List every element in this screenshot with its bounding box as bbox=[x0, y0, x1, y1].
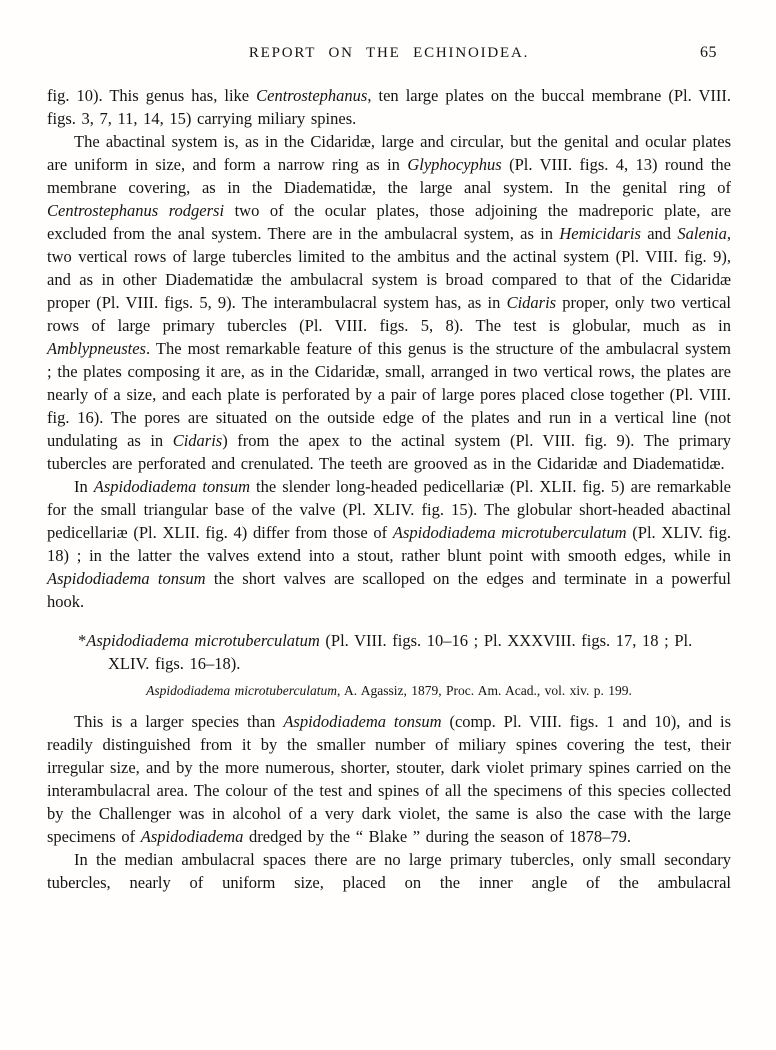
paragraph bbox=[47, 475, 731, 613]
text-segment: . The most remarkable feature of this genus is the structure of the ambulacral system ; the plates composing it are, as in the Cidaridæ, small, arranged in two vertical rows, the plates are nearly of a size, and each plate is perforated by a pair of large pores placed close together (Pl. VIII. fig. 16). The pores are situated on the outside edge of the plates and run in a vertical line (not undulating as in bbox=[47, 339, 731, 450]
italic-text-segment: Salenia bbox=[677, 224, 727, 243]
italic-text-segment: Hemicidaris bbox=[559, 224, 641, 243]
text-segment: two of the ocular plates, those adjoining the madreporic plate, are excluded from the anal system. There are in the ambulacral system, as in bbox=[47, 201, 732, 243]
text-segment: This is a larger species than bbox=[74, 712, 284, 731]
text-segment: dredged by the “ Blake ” during the season of 1878–79. bbox=[243, 827, 632, 846]
page-header bbox=[47, 44, 731, 62]
text-segment: the short valves are scalloped on the edges and terminate in a powerful hook. bbox=[47, 569, 731, 611]
synonymy-citation bbox=[47, 682, 731, 700]
text-segment: (Pl. VIII. figs. 4, 13) round the membrane covering, as in the Diadematidæ, the large anal system. In the genital ring of bbox=[47, 155, 731, 197]
species-heading bbox=[47, 629, 731, 675]
opening-paragraph bbox=[47, 84, 731, 130]
text-segment: The abactinal system is, as in the Cidaridæ, large and circular, but the genital and ocular plates are uniform in size, and form a narrow ring as in bbox=[47, 132, 731, 174]
text-segment: (comp. Pl. VIII. figs. 1 and 10), and is readily distinguished from it by the smaller number of miliary spines covering the test, their irregular size, and by the more numerous, shorter, stouter, dark violet primary spines carried on the interambulacral area. The colour of the test and spines of all the specimens of this species collected by the Challenger was in alcohol of a very dark violet, the same is also the case with the large specimens of bbox=[47, 712, 731, 846]
text-segment: and bbox=[640, 224, 678, 243]
paragraph bbox=[47, 710, 731, 848]
text-segment: , A. Agassiz, 1879, Proc. Am. Acad., vol. xiv. p. 199. bbox=[336, 683, 632, 698]
text-segment: * bbox=[78, 631, 87, 650]
italic-text-segment: Aspidodiadema microtuberculatum bbox=[146, 683, 337, 698]
text-segment: fig. 10). This genus has, like bbox=[47, 86, 257, 105]
italic-text-segment: Aspidodiadema microtuberculatum bbox=[86, 631, 320, 650]
italic-text-segment: Centrostephanus bbox=[256, 86, 368, 105]
italic-text-segment: Aspidodiadema tonsum bbox=[283, 712, 442, 731]
italic-text-segment: Glyphocyphus bbox=[407, 155, 502, 174]
text-segment: , two vertical rows of large tubercles limited to the ambitus and the actinal system (Pl. VIII. fig. 9), and as in other Diadematidæ the ambulacral system is broad compared to that of the Cidaridæ proper (Pl. VIII. figs. 5, 9). The interambulacral system has, as in bbox=[47, 224, 731, 312]
italic-text-segment: Amblypneustes bbox=[47, 339, 146, 358]
italic-text-segment: Cidaris bbox=[172, 431, 223, 450]
page-number: 65 bbox=[700, 44, 717, 61]
italic-text-segment: Aspidodiadema bbox=[140, 827, 244, 846]
italic-text-segment: Aspidodiadema microtuberculatum bbox=[392, 523, 627, 542]
paragraph-continued bbox=[47, 848, 731, 894]
paragraph bbox=[47, 130, 731, 475]
text-segment: proper, only two vertical rows of large primary tubercles (Pl. VIII. figs. 5, 8). The test is globular, much as in bbox=[47, 293, 731, 335]
text-segment: (Pl. XLIV. fig. 18) ; in the latter the valves extend into a stout, rather blunt point with smooth edges, while in bbox=[47, 523, 731, 565]
text-segment: ) from the apex to the actinal system (Pl. VIII. fig. 9). The primary tubercles are perforated and crenulated. The teeth are grooved as in the Cidaridæ and Diadematidæ. bbox=[47, 431, 731, 473]
italic-text-segment: Centrostephanus rodgersi bbox=[47, 201, 225, 220]
italic-text-segment: Aspidodiadema tonsum bbox=[93, 477, 251, 496]
text-segment: the slender long-headed pedicellariæ (Pl. XLII. fig. 5) are remarkable for the small triangular base of the valve (Pl. XLIV. fig. 15). The globular short-headed abactinal pedicellariæ (Pl. XLII. fig. 4) differ from those of bbox=[47, 477, 731, 542]
running-title: REPORT ON THE ECHINOIDEA. bbox=[248, 45, 530, 61]
text-segment: (Pl. VIII. figs. 10–16 ; Pl. XXXVIII. figs. 17, 18 ; Pl. XLIV. figs. 16–18). bbox=[108, 631, 693, 673]
text-segment: , ten large plates on the buccal membrane (Pl. VIII. figs. 3, 7, 11, 14, 15) carrying miliary spines. bbox=[47, 86, 731, 128]
page-body bbox=[47, 84, 731, 894]
italic-text-segment: Cidaris bbox=[506, 293, 557, 312]
text-segment: In bbox=[74, 477, 94, 496]
italic-text-segment: Aspidodiadema tonsum bbox=[47, 569, 206, 588]
text-segment: In the median ambulacral spaces there are no large primary tubercles, only small secondary tubercles, nearly of uniform size, placed on the inner angle of the ambulacral bbox=[47, 850, 731, 892]
